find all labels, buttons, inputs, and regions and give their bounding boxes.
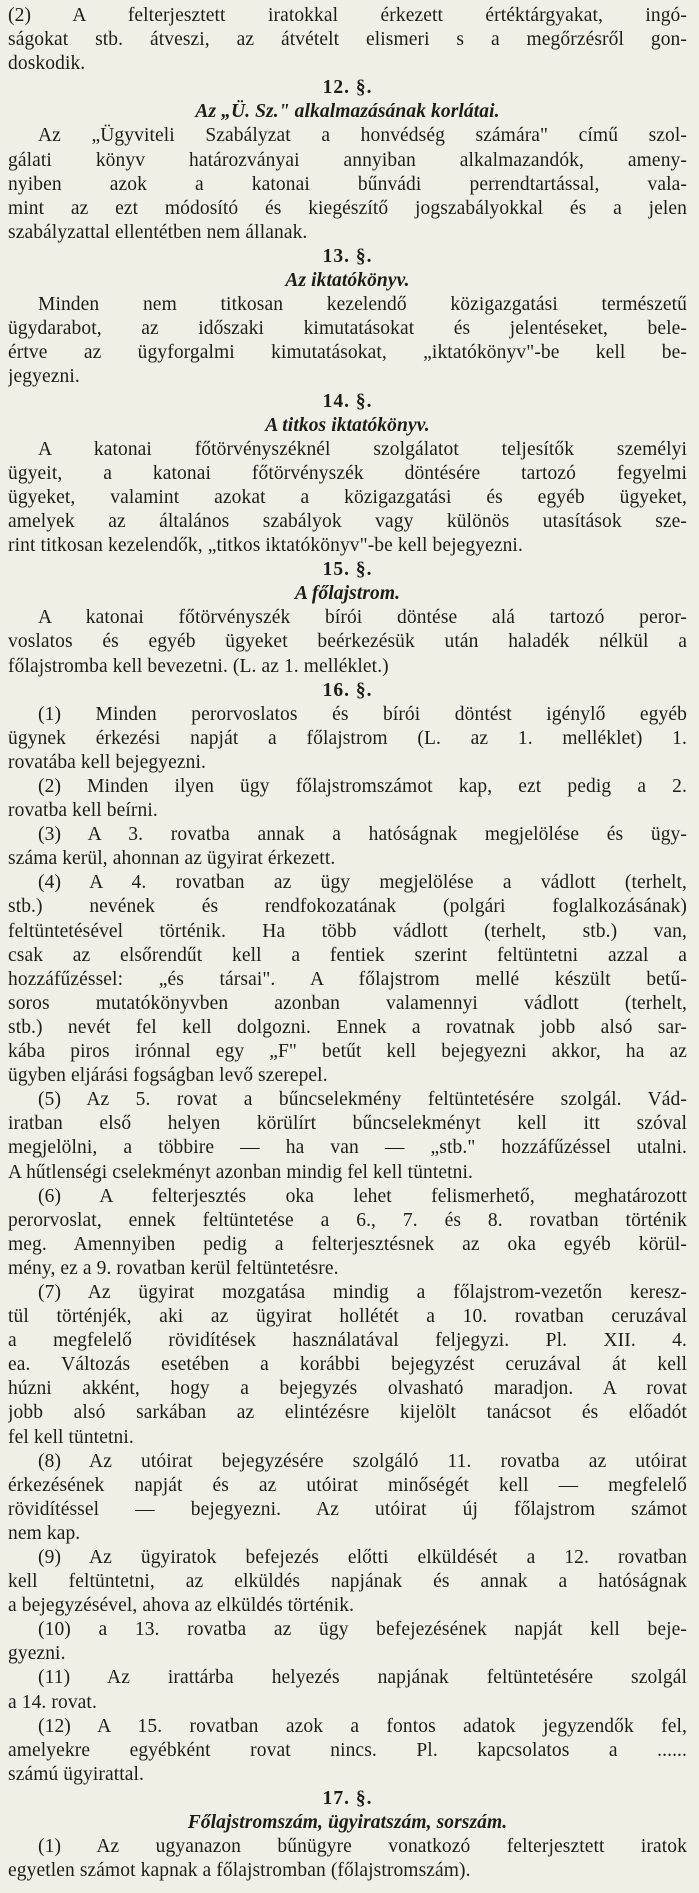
- paragraph-line: a 14. rovat.: [8, 1691, 97, 1713]
- paragraph-line: A katonai főtörvényszéknél szolgálatot teljesítők személyi: [38, 438, 687, 460]
- section-title: Főlajstromszám, ügyiratszám, sorszám.: [187, 1812, 508, 1834]
- paragraph-line: tül történjék, aki az ügyirat hollétét a 10. rovatban ceruzával: [8, 1306, 687, 1328]
- paragraph-line: (7) Az ügyirat mozgatása mindig a főlajstrom-vezetőn keresz-: [38, 1281, 687, 1303]
- paragraph-line: voslatos és egyéb ügyeket beérkezésük után haladék nélkül a: [8, 631, 687, 653]
- section-number: 14. §.: [322, 390, 373, 412]
- paragraph-line: mény, ez a 9. rovatban kerül feltüntetésre.: [8, 1257, 339, 1279]
- paragraph-line: ügyeket, valamint azokat a közigazgatási és egyéb ügyeket,: [8, 486, 687, 508]
- paragraph-line: doskodik.: [8, 53, 86, 75]
- paragraph-line: hozzáfűzéssel: „és társai". A főlajstrom mellé készült betű-: [8, 968, 687, 990]
- paragraph-line: (8) Az utóirat bejegyzésére szolgáló 11. rovatba az utóirat: [38, 1450, 687, 1472]
- paragraph-line: nyiben azok a katonai bűnvádi perrendtartással, vala-: [8, 173, 687, 195]
- paragraph-line: jegyezni.: [8, 366, 80, 388]
- paragraph-line: (9) Az ügyiratok befejezés előtti elküldését a 12. rovatban: [38, 1547, 687, 1568]
- paragraph-line: iratban első helyen körülírt bűncselekményt kell itt szóval: [8, 1113, 687, 1135]
- paragraph-line: (12) A 15. rovatban azok a fontos adatok jegyzendők fel,: [38, 1715, 687, 1737]
- paragraph-line: a megfelelő rövidítések használatával feljegyzi. Pl. XII. 4.: [8, 1330, 687, 1352]
- paragraph-line: (1) Az ugyanazon bűnügyre vonatkozó felterjesztett iratok: [38, 1836, 687, 1858]
- section-number: 16. §.: [322, 679, 373, 701]
- paragraph-line: perorvoslat, ennek feltüntetése a 6., 7. és 8. rovatban történik: [8, 1209, 687, 1231]
- paragraph-line: mint az ezt módosító és kiegészítő jogszabályokkal és a jelen: [8, 197, 687, 219]
- paragraph-line: (2) A felterjesztett iratokkal érkezett értéktárgyakat, ingó-: [8, 5, 687, 26]
- section-title: Az „Ü. Sz." alkalmazásának korlátai.: [195, 101, 500, 123]
- paragraph-line: szabályzattal ellentétben nem állanak.: [8, 221, 308, 243]
- paragraph-line: ügyben eljárási fogságban levő szerepel.: [8, 1065, 328, 1087]
- paragraph-line: megjelölni, a többire — ha van — „stb." hozzáfűzéssel utalni.: [8, 1137, 687, 1159]
- paragraph-line: rovatába kell bejegyezni.: [8, 751, 206, 773]
- paragraph-line: (2) Minden ilyen ügy főlajstromszámot kap, ezt pedig a 2.: [38, 776, 687, 797]
- paragraph-line: stb.) nevének és rendfokozatának (polgári foglalkozásának): [8, 896, 687, 918]
- paragraph-line: (5) Az 5. rovat a bűncselekmény feltüntetésére szolgál. Vád-: [38, 1089, 687, 1111]
- section-title: A főlajstrom.: [294, 583, 401, 605]
- paragraph-line: rint titkosan kezelendők, „titkos iktatókönyv"-be kell bejegyezni.: [8, 535, 523, 557]
- paragraph-line: ügyeit, a katonai főtörvényszék döntésére tartozó fegyelmi: [8, 462, 687, 484]
- paragraph-line: egyetlen számot kapnak a főlajstromban (főlajstromszám).: [8, 1860, 471, 1882]
- paragraph-line: a bejegyzésével, ahova az elküldés történik.: [8, 1595, 355, 1617]
- paragraph-line: érkezésének napját és az utóirat minőségét kell — megfelelő: [8, 1474, 687, 1496]
- paragraph-line: feltüntetésével történik. Ha több vádlott (terhelt, stb.) van,: [8, 920, 687, 942]
- paragraph-line: ügynek érkezési napját a főlajstrom (L. az 1. melléklet) 1.: [8, 727, 687, 749]
- paragraph-line: húzni akként, hogy a bejegyzés olvasható maradjon. A rovat: [8, 1378, 687, 1400]
- paragraph-line: Az „Ügyviteli Szabályzat a honvédség számára" című szol-: [38, 125, 687, 147]
- paragraph-line: száma kerül, ahonnan az ügyirat érkezett.: [8, 848, 336, 870]
- paragraph-line: meg. Amennyiben pedig a felterjesztésnek az oka egyéb körül-: [8, 1233, 687, 1255]
- paragraph-line: (4) A 4. rovatban az ügy megjelölése a vádlott (terhelt,: [38, 872, 687, 894]
- paragraph-line: rövidítéssel — bejegyezni. Az utóirat új főlajstrom számot: [8, 1498, 687, 1520]
- paragraph-line: ságokat stb. átveszi, az átvételt elismeri s a megőrzésről gon-: [8, 29, 687, 51]
- paragraph-line: amelyekre egyébként rovat nincs. Pl. kapcsolatos a ......: [8, 1739, 687, 1761]
- paragraph-line: ügydarabot, az időszaki kimutatásokat és jelentéseket, bele-: [8, 318, 687, 340]
- paragraph-line: jobb alsó sarkában az elintézésre kijelölt tanácsot és előadót: [8, 1402, 687, 1424]
- section-number: 13. §.: [322, 245, 373, 267]
- paragraph-line: (11) Az irattárba helyezés napjának feltüntetésére szolgál: [38, 1667, 687, 1689]
- paragraph-line: kába piros irónnal egy „F" betűt kell bejegyezni akkor, ha az: [8, 1041, 687, 1063]
- paragraph-line: nem kap.: [8, 1522, 81, 1544]
- paragraph-line: fel kell tüntetni.: [8, 1426, 134, 1448]
- section-number: 17. §.: [322, 1787, 373, 1809]
- section-title: A titkos iktatókönyv.: [265, 414, 430, 436]
- paragraph-line: ea. Változás esetében a korábbi bejegyzést ceruzával át kell: [8, 1354, 687, 1376]
- paragraph-line: (3) A 3. rovatba annak a hatóságnak megjelölése és ügy-: [38, 824, 687, 846]
- paragraph-line: (6) A felterjesztés oka lehet felismerhető, meghatározott: [38, 1185, 687, 1207]
- paragraph-line: amelyek az általános szabályok vagy különös utasítások sze-: [8, 510, 687, 532]
- paragraph-line: kell feltüntetni, az elküldés napjának és annak a hatóságnak: [8, 1571, 687, 1593]
- paragraph-line: gálati könyv határozványai annyiban alkalmazandók, ameny-: [8, 149, 687, 171]
- paragraph-line: csak az elsőrendűt kell a fentiek szerint feltüntetni azzal a: [8, 944, 687, 966]
- paragraph-line: A hűtlenségi cselekményt azonban mindig fel kell tüntetni.: [8, 1161, 474, 1183]
- paragraph-line: gyezni.: [8, 1643, 66, 1665]
- paragraph-line: stb.) nevét fel kell dolgozni. Ennek a rovatnak jobb alsó sar-: [8, 1016, 687, 1038]
- paragraph-line: rovatba kell beírni.: [8, 800, 158, 822]
- paragraph-line: soros mutatókönyvben azonban valamennyi vádlott (terhelt,: [8, 992, 687, 1014]
- paragraph-line: főlajstromba kell bevezetni. (L. az 1. melléklet.): [8, 655, 389, 677]
- paragraph-line: számú ügyirattal.: [8, 1763, 144, 1785]
- section-title: Az iktatókönyv.: [285, 270, 410, 292]
- paragraph-line: (1) Minden perorvoslatos és bírói döntést igénylő egyéb: [38, 703, 687, 725]
- paragraph-line: értve az ügyforgalmi kimutatásokat, „iktatókönyv"-be kell be-: [8, 342, 687, 364]
- paragraph-line: A katonai főtörvényszék bírói döntése alá tartozó peror-: [38, 607, 687, 629]
- section-number: 15. §.: [322, 559, 373, 581]
- section-number: 12. §.: [322, 77, 373, 99]
- paragraph-line: Minden nem titkosan kezelendő közigazgatási természetű: [38, 294, 687, 316]
- paragraph-line: (10) a 13. rovatba az ügy befejezésének napját kell beje-: [38, 1619, 687, 1641]
